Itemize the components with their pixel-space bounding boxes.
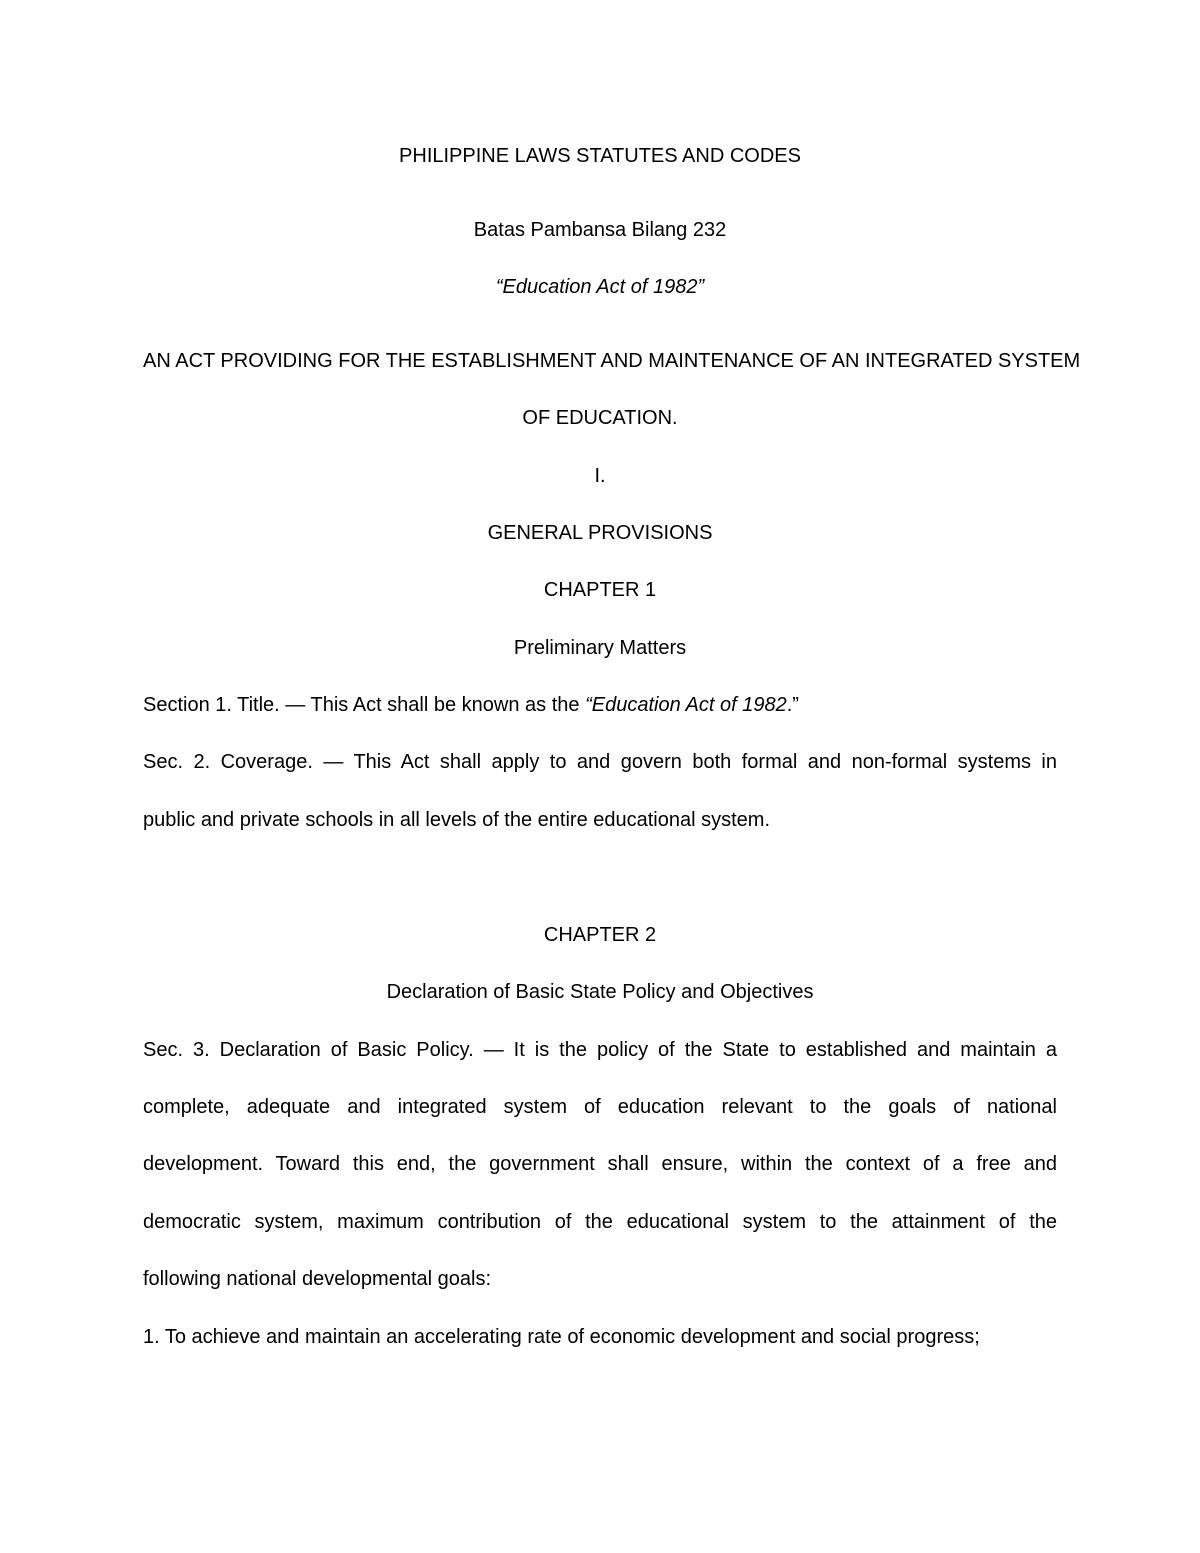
long-title-line-2: OF EDUCATION. [522, 407, 678, 429]
short-title-text: “Education Act of 1982” [495, 276, 705, 298]
document-header: PHILIPPINE LAWS STATUTES AND CODES [399, 145, 801, 167]
section-3-line-4: democratic system, maximum contribution of the educational system to the attainment of the [143, 1211, 1057, 1233]
chapter-1-title: Preliminary Matters [513, 637, 687, 659]
goal-1: 1. To achieve and maintain an accelerating rate of economic development and social progress; [143, 1326, 980, 1348]
section-2-line-2: public and private schools in all levels of the entire educational system. [143, 809, 771, 831]
part-number: I. [594, 465, 606, 487]
section-3-line-2: complete, adequate and integrated system of education relevant to the goals of national [143, 1096, 1057, 1118]
chapter-1-number: CHAPTER 1 [543, 579, 657, 601]
chapter-2-title: Declaration of Basic State Policy and Objectives [386, 981, 814, 1003]
short-title [143, 273, 1057, 301]
chapter-2-number: CHAPTER 2 [543, 924, 657, 946]
section-1-title-italic: “Education Act of 1982 [585, 694, 787, 716]
section-3-line-5: following national developmental goals: [143, 1268, 492, 1290]
long-title-line-1: AN ACT PROVIDING FOR THE ESTABLISHMENT AND MAINTENANCE OF AN INTEGRATED SYSTEM [143, 350, 1081, 372]
section-2-line-1: Sec. 2. Coverage. — This Act shall apply to and govern both formal and non-formal systems in [143, 751, 1057, 773]
section-3-line-3: development. Toward this end, the government shall ensure, within the context of a free and [143, 1153, 1057, 1175]
section-1-lead: Section 1. Title. — This Act shall be known as the [143, 694, 586, 716]
law-number: Batas Pambansa Bilang 232 [473, 219, 727, 241]
part-title: GENERAL PROVISIONS [487, 522, 713, 544]
section-1 [143, 691, 1057, 719]
section-3-line-1: Sec. 3. Declaration of Basic Policy. — It is the policy of the State to established and maintain a [143, 1039, 1057, 1061]
section-1-tail: .” [786, 694, 799, 716]
